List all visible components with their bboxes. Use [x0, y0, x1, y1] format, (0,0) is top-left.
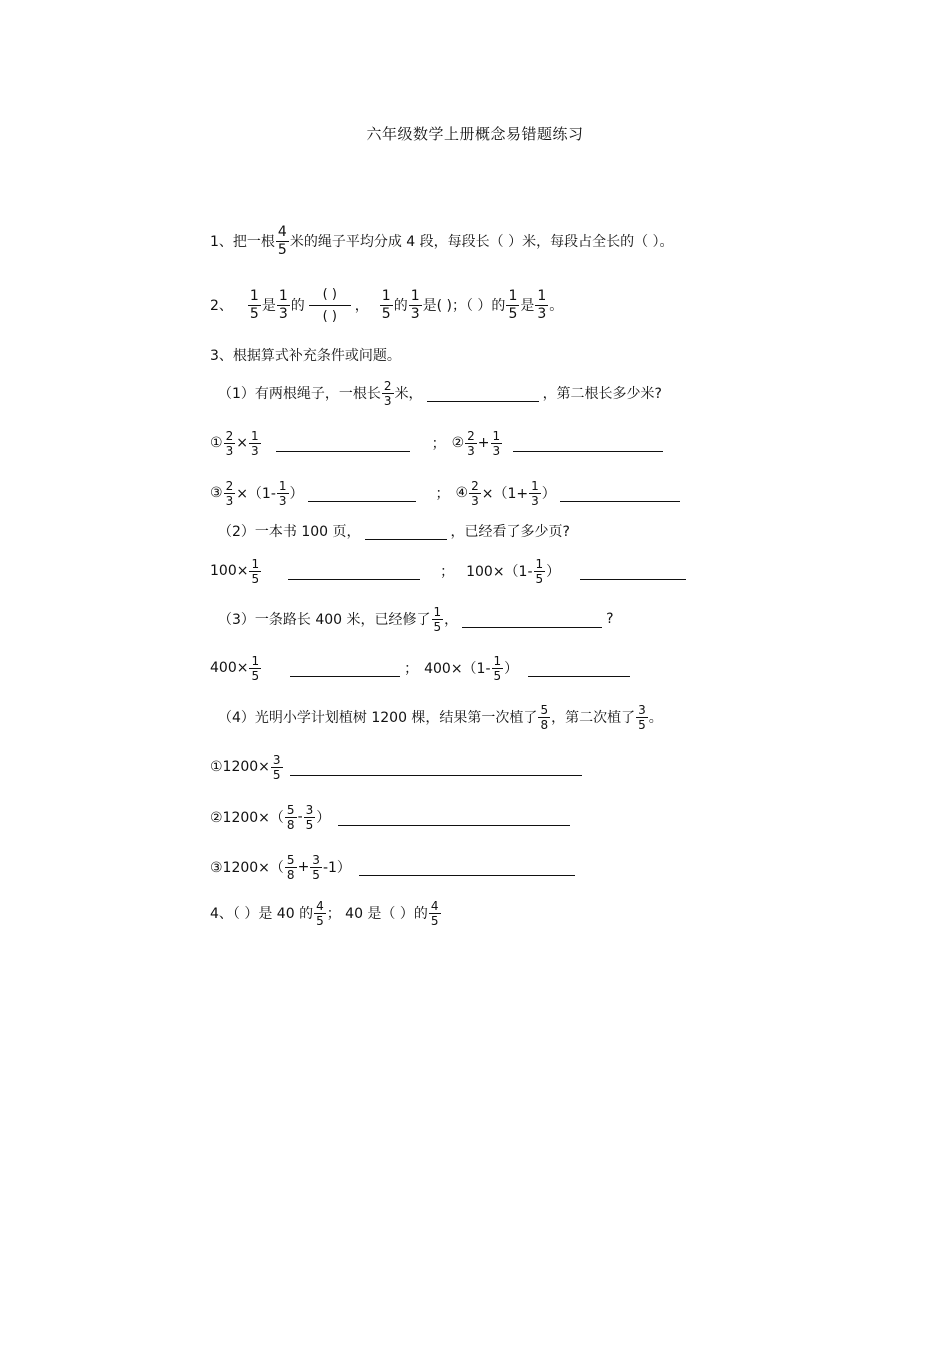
question-1: [210, 216, 674, 266]
answer-blank[interactable]: [338, 809, 570, 826]
separator: ；: [431, 436, 446, 452]
answer-blank[interactable]: [427, 385, 539, 402]
text: 400×（1-: [424, 661, 491, 677]
operator: +: [477, 435, 490, 451]
fraction: $\frac{2}{3}$: [383, 378, 392, 408]
answer-blank[interactable]: [288, 563, 420, 580]
text: ②1200×（: [210, 810, 284, 826]
fraction: $\frac{1}{5}$: [508, 287, 518, 322]
separator: ；: [435, 486, 450, 502]
text: 。: [549, 298, 564, 314]
blank-fraction[interactable]: $\frac{( )}{( )}$: [309, 287, 351, 324]
page-title: 六年级数学上册概念易错题练习: [366, 125, 584, 143]
answer-blank[interactable]: [513, 435, 663, 452]
fraction: $\frac{3}{5}$: [305, 802, 314, 832]
fraction: $\frac{1}{5}$: [535, 556, 544, 586]
answer-blank[interactable]: [276, 435, 410, 452]
operator: ×（1-: [236, 486, 276, 502]
fraction: $\frac{1}{3}$: [250, 428, 259, 458]
operator: ×: [236, 435, 248, 451]
separator: ；: [404, 661, 419, 677]
text: 是: [520, 298, 535, 314]
q3-expr-row-1: [210, 418, 667, 468]
text: 100×（1-: [466, 564, 533, 580]
q2-number: 2、: [210, 298, 233, 314]
answer-blank[interactable]: [290, 660, 400, 677]
q3-sub-3: [218, 594, 614, 644]
question-2: [210, 280, 563, 330]
text: 是( )；（ ）的: [422, 298, 506, 314]
fraction: $\frac{2}{3}$: [225, 478, 234, 508]
paren: ）: [289, 486, 304, 502]
text: 米，: [394, 386, 423, 402]
text: ①1200×: [210, 759, 270, 775]
q3-expr-row-5: [210, 742, 586, 792]
text: ，第二根长多少米?: [542, 386, 662, 402]
paren: -1）: [322, 860, 351, 876]
fraction: $\frac{3}{5}$: [638, 702, 646, 732]
answer-blank[interactable]: [580, 563, 686, 580]
fraction: $\frac{2}{3}$: [225, 428, 234, 458]
fraction: $\frac{3}{5}$: [312, 852, 320, 882]
fraction: $\frac{2}{3}$: [467, 428, 475, 458]
operator: +: [297, 859, 310, 875]
text: ，已经看了多少页?: [450, 524, 570, 540]
q3-sub-1: [218, 368, 662, 418]
fraction: $\frac{5}{8}$: [286, 852, 295, 882]
operator: -: [297, 809, 303, 825]
q1-prefix: 1、把一根: [210, 234, 275, 250]
fraction: $\frac{3}{5}$: [272, 752, 281, 782]
answer-blank[interactable]: [560, 485, 680, 502]
fraction: $\frac{1}{5}$: [493, 653, 502, 683]
fraction: $\frac{4}{5}$: [430, 898, 439, 928]
answer-blank[interactable]: [528, 660, 630, 677]
text: 100×: [210, 563, 249, 579]
text: 4、（ ）是 40 的: [210, 906, 314, 922]
text: （1）有两根绳子，一根长: [218, 386, 381, 402]
text: ； 40 是（ ）的: [326, 906, 428, 922]
fraction: $\frac{1}{5}$: [433, 604, 442, 634]
fraction: $\frac{1}{3}$: [410, 287, 420, 322]
fraction: $\frac{1}{3}$: [537, 287, 547, 322]
text: （2）一本书 100 页，: [218, 524, 361, 540]
paren: ）: [541, 486, 556, 502]
answer-blank[interactable]: [308, 485, 416, 502]
text: 400×: [210, 660, 249, 676]
fraction: $\frac{1}{5}$: [251, 556, 260, 586]
text: （3）一条路长 400 米，已经修了: [218, 612, 431, 628]
fraction: $\frac{5}{8}$: [540, 702, 549, 732]
heading-text: 3、根据算式补充条件或问题。: [210, 348, 401, 364]
fraction: $\frac{2}{3}$: [471, 478, 479, 508]
q3-expr-row-3: [210, 546, 690, 596]
marker: ②: [451, 435, 465, 451]
question-4: [210, 888, 442, 938]
fraction: $\frac{1}{5}$: [381, 287, 391, 322]
fraction: $\frac{1}{5}$: [251, 653, 260, 683]
q1-fraction: $\frac{4}{5}$: [277, 223, 287, 258]
fraction: $\frac{1}{3}$: [531, 478, 539, 508]
text: ?: [606, 611, 614, 627]
marker: ①: [210, 435, 223, 451]
operator: ×（1+: [481, 486, 529, 502]
answer-blank[interactable]: [359, 859, 575, 876]
q3-expr-row-4: [210, 643, 634, 693]
paren: ）: [504, 661, 519, 677]
answer-blank[interactable]: [462, 611, 602, 628]
fraction: $\frac{1}{5}$: [249, 287, 259, 322]
separator: ，: [354, 298, 369, 314]
paren: ）: [546, 564, 561, 580]
q3-expr-row-6: [210, 792, 574, 842]
separator: ；: [440, 564, 455, 580]
q1-suffix: 米的绳子平均分成 4 段，每段长（ ）米，每段占全长的（ ）。: [289, 234, 674, 250]
answer-blank[interactable]: [365, 523, 447, 540]
fraction: $\frac{1}{3}$: [492, 428, 501, 458]
text: ③1200×（: [210, 860, 284, 876]
q3-expr-row-7: [210, 842, 579, 892]
text: 的: [290, 298, 305, 314]
paren: ）: [316, 810, 331, 826]
text: 是: [261, 298, 276, 314]
fraction: $\frac{5}{8}$: [286, 802, 295, 832]
marker: ④: [455, 485, 469, 501]
marker: ③: [210, 485, 223, 501]
text: （4）光明小学计划植树 1200 棵，结果第一次植了: [218, 710, 538, 726]
text: ，第二次植了: [551, 710, 636, 726]
fraction: $\frac{4}{5}$: [316, 898, 324, 928]
text: ，: [444, 612, 459, 628]
text: 的: [393, 298, 408, 314]
fraction: $\frac{1}{3}$: [278, 478, 287, 508]
q3-sub-4: [218, 692, 663, 742]
fraction: $\frac{1}{3}$: [278, 287, 288, 322]
text: 。: [648, 710, 663, 726]
answer-blank[interactable]: [290, 759, 582, 776]
